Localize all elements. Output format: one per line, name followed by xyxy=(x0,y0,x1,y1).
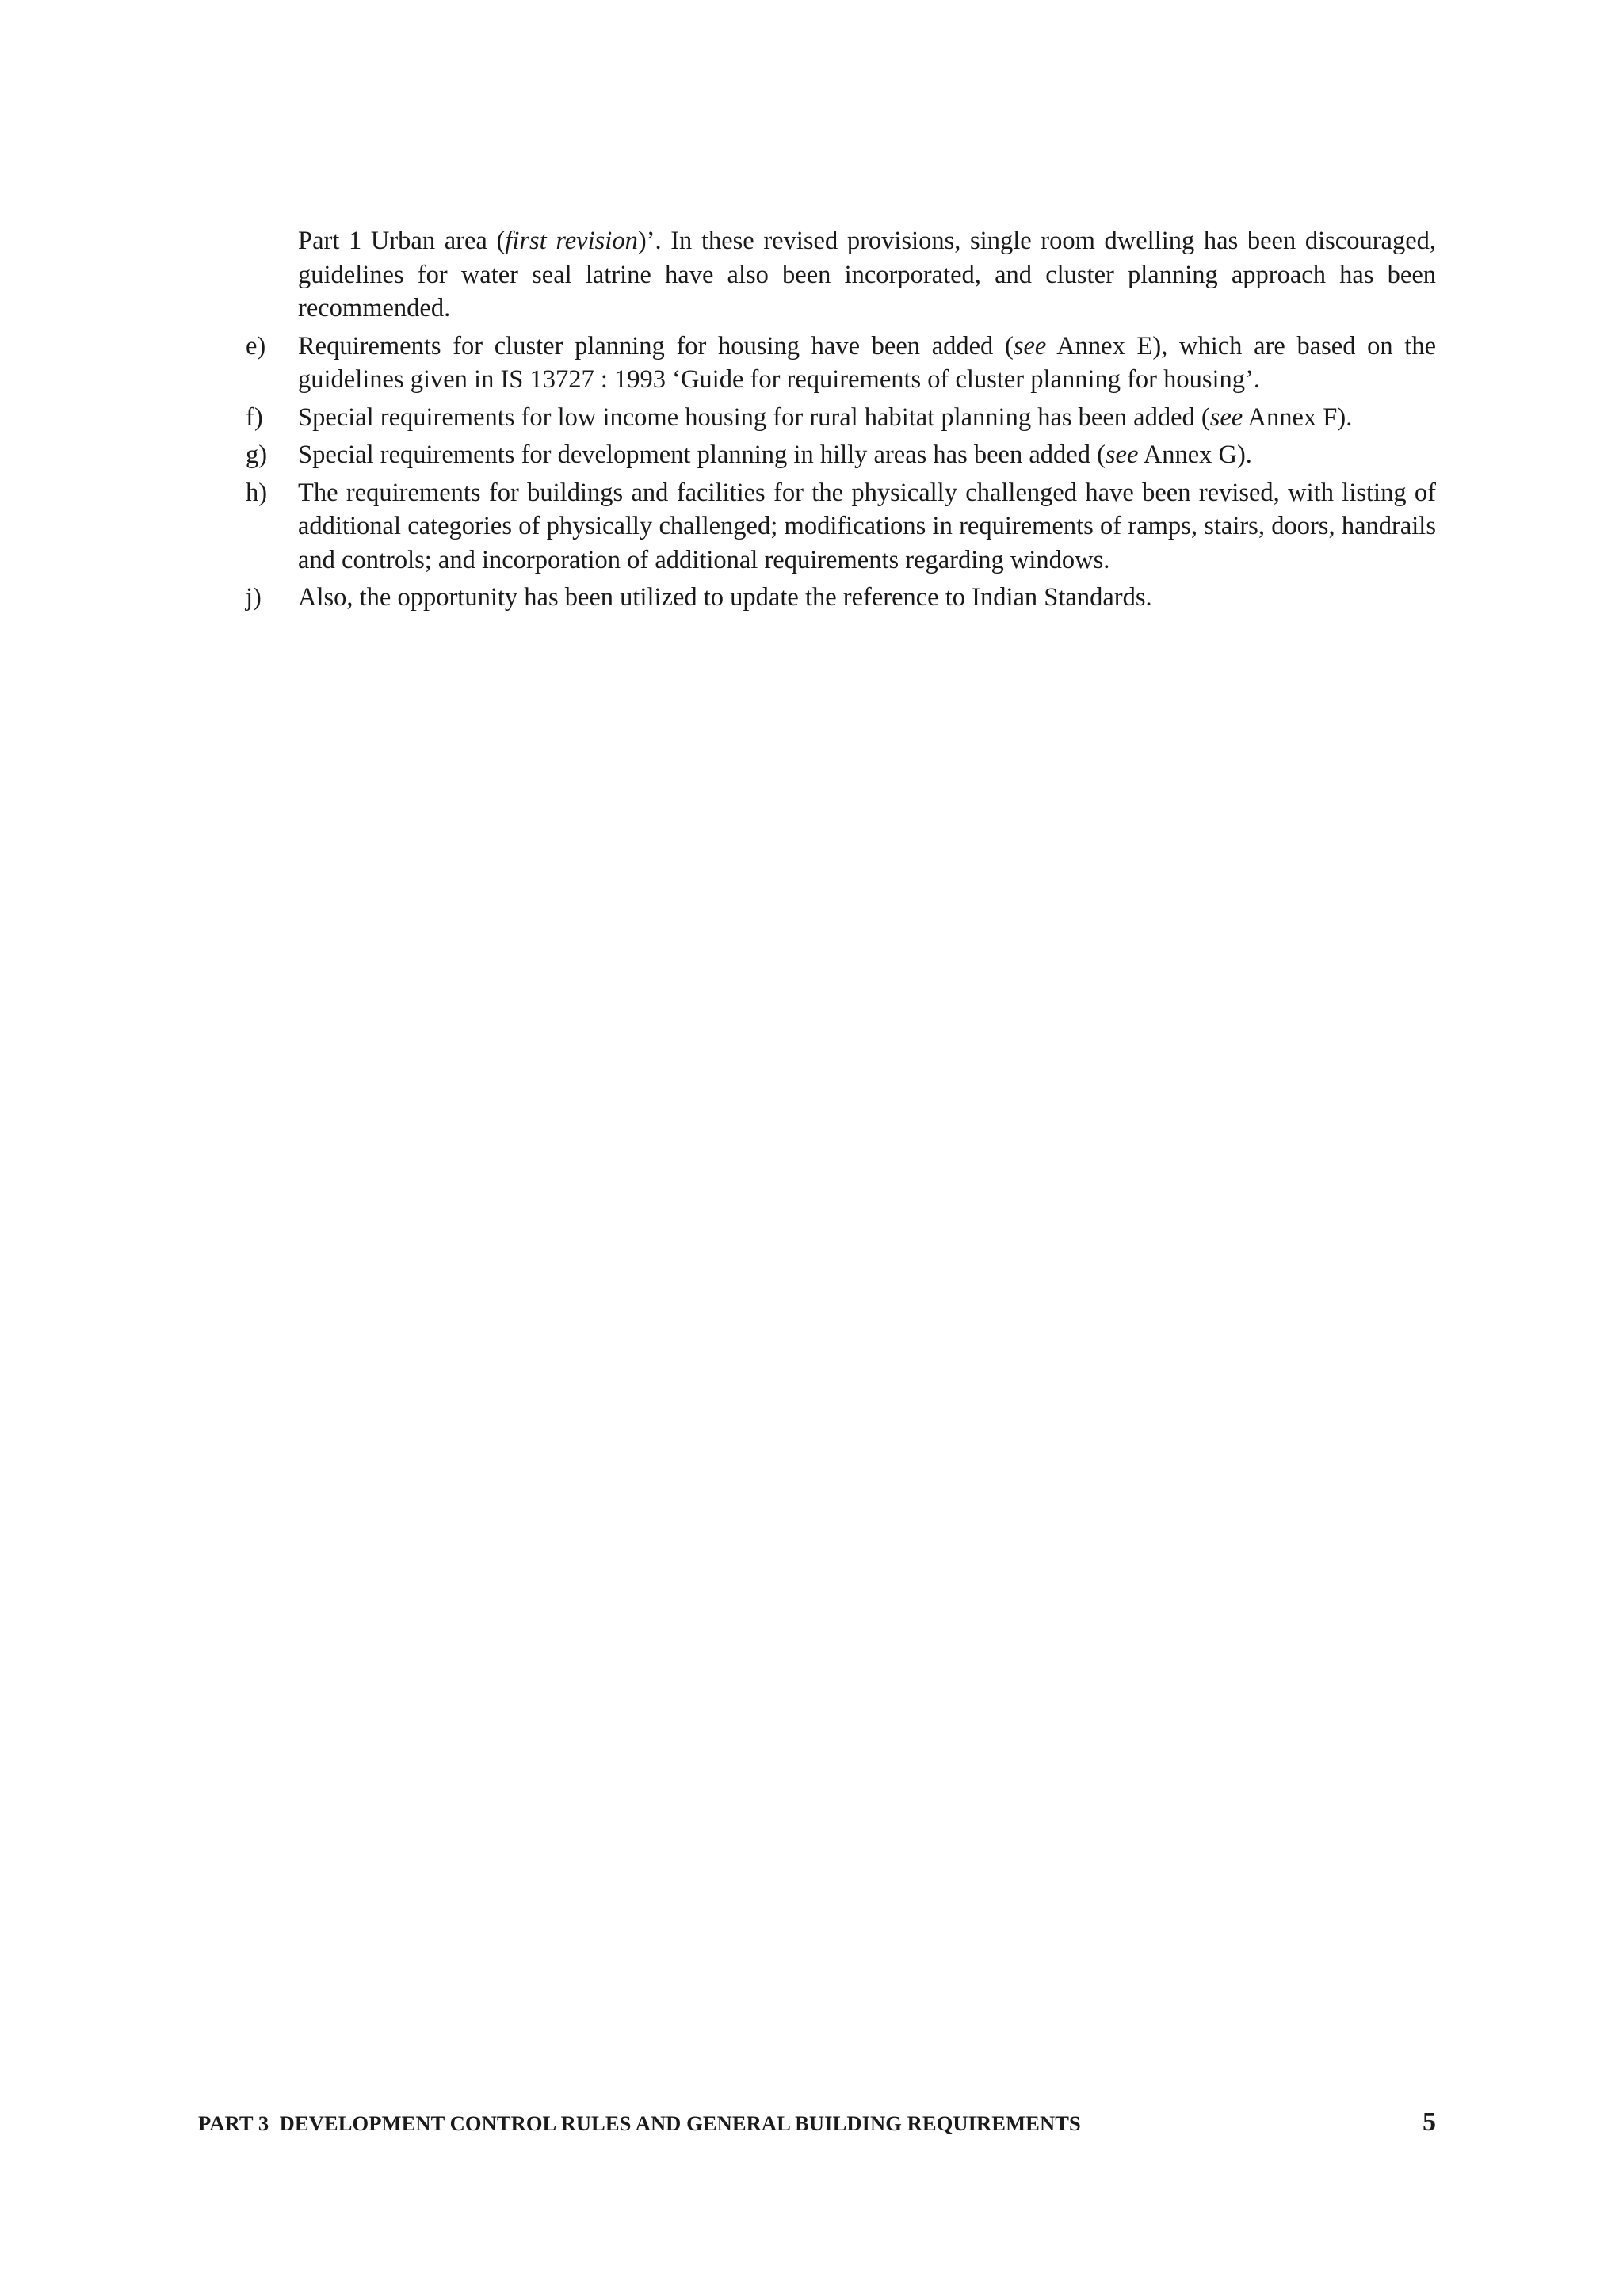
list-item-f xyxy=(246,401,1436,435)
list-item-text: The requirements for buildings and facilities for the physically challenged have been revised, with listing of additional categories of physically challenged; modifications in requirements of ramps, stairs, doors, handrails and controls; and incorporation of additional requirements regarding windows. xyxy=(298,478,1436,574)
list-item-g xyxy=(246,438,1436,472)
list-item-j xyxy=(246,581,1436,615)
intro-paragraph: Part 1 Urban area (first revision)’. In these revised provisions, single room dwelling has been discouraged, guidelines for water seal latrine have also been incorporated, and cluster planning approach has been recommended. xyxy=(298,227,1436,322)
page-footer xyxy=(198,2107,1436,2138)
list-marker: j) xyxy=(246,583,262,612)
list-item-e xyxy=(246,330,1436,397)
list-item-text: Special requirements for low income housing for rural habitat planning has been added (see Annex F). xyxy=(298,402,1353,432)
list-item-text: Also, the opportunity has been utilized to update the reference to Indian Standards. xyxy=(298,583,1152,612)
list-item-text: Requirements for cluster planning for housing have been added (see Annex E), which are based on the guidelines given in IS 13727 : 1993 ‘Guide for requirements of cluster planning for housing’. xyxy=(298,331,1437,394)
page-number: 5 xyxy=(1423,2107,1436,2137)
list-marker: h) xyxy=(246,478,268,507)
list-item-h xyxy=(246,476,1436,578)
list-item-text: Special requirements for development planning in hilly areas has been added (see Annex G). xyxy=(298,441,1252,469)
italic-first-revision: first revision xyxy=(505,227,638,255)
list-marker: e) xyxy=(246,331,266,360)
page-body xyxy=(246,224,1436,615)
list-marker: g) xyxy=(246,441,268,469)
list-marker: f) xyxy=(246,402,263,432)
footer-title: PART 3 DEVELOPMENT CONTROL RULES AND GENERAL BUILDING REQUIREMENTS xyxy=(198,2111,1081,2135)
